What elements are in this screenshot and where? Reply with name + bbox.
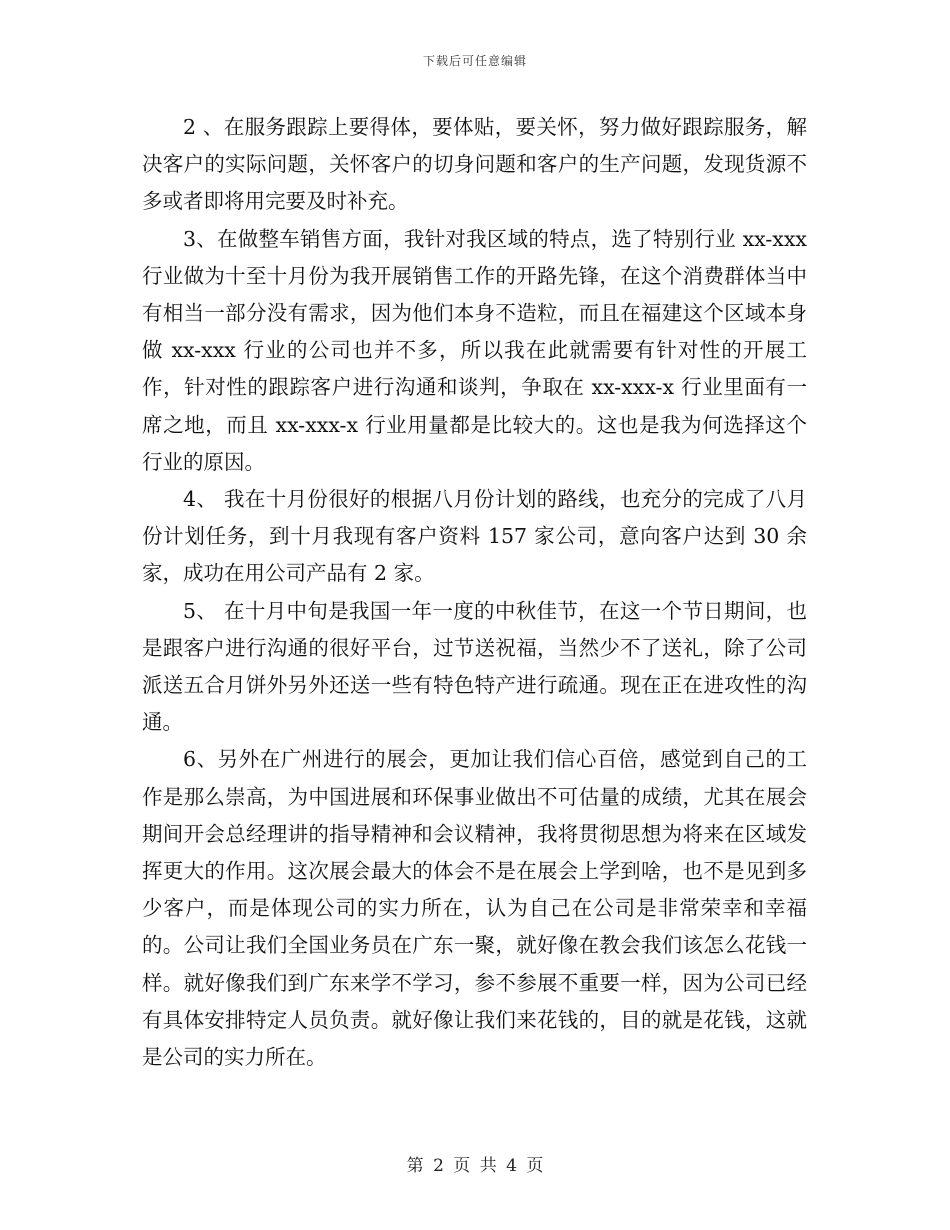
paragraph-3: 3、在做整车销售方面，我针对我区域的特点，选了特别行业 xx-xxx 行业做为十至十月份为我开展销售工作的开路先锋，在这个消费群体当中有相当一部分没有需求，因为他们本身不造粒，而且在福建这个区域本身做 xx-xxx 行业的公司也并不多，所以我在此就需要有针对性的开展工作，针对性的跟踪客户进行沟通和谈判，争取在 xx-xxx-x 行业里面有一席之地，而且 xx-xxx-x 行业用量都是比较大的。这也是我为何选择这个行业的原因。 (142, 226, 807, 474)
paragraph-6: 6、另外在广州进行的展会，更加让我们信心百倍，感觉到自己的工作是那么崇高，为中国进展和环保事业做出不可估量的成绩，尤其在展会期间开会总经理讲的指导精神和会议精神，我将贯彻思想为将来在区域发挥更大的作用。这次展会最大的体会不是在展会上学到啥，也不是见到多少客户，而是体现公司的实力所在，认为自己在公司是非常荣幸和幸福的。公司让我们全国业务员在广东一聚，就好像在教会我们该怎么花钱一样。就好像我们到广东来学不学习，参不参展不重要一样，因为公司已经有具体安排特定人员负责。就好像让我们来花钱的，目的就是花钱，这就是公司的实力所在。 (142, 747, 807, 1070)
page-header: 下载后可任意编辑 (422, 54, 527, 68)
paragraph-5: 5、 在十月中旬是我国一年一度的中秋佳节，在这一个节日期间，也是跟客户进行沟通的很好平台，过节送祝福，当然少不了送礼，除了公司派送五合月饼外另外还送一些有特色特产进行疏通。现在正在进攻性的沟通。 (142, 598, 807, 735)
paragraph-4: 4、 我在十月份很好的根据八月份计划的路线，也充分的完成了八月份计划任务，到十月我现有客户资料 157 家公司，意向客户达到 30 余家，成功在用公司产品有 2 家。 (142, 487, 807, 586)
page-number-footer: 第 2 页 共 4 页 (406, 1156, 544, 1176)
document-body (142, 109, 807, 1076)
paragraph-2: 2 、在服务跟踪上要得体，要体贴，要关怀，努力做好跟踪服务，解决客户的实际问题，关怀客户的切身问题和客户的生产问题，发现货源不多或者即将用完要及时补充。 (142, 115, 807, 214)
